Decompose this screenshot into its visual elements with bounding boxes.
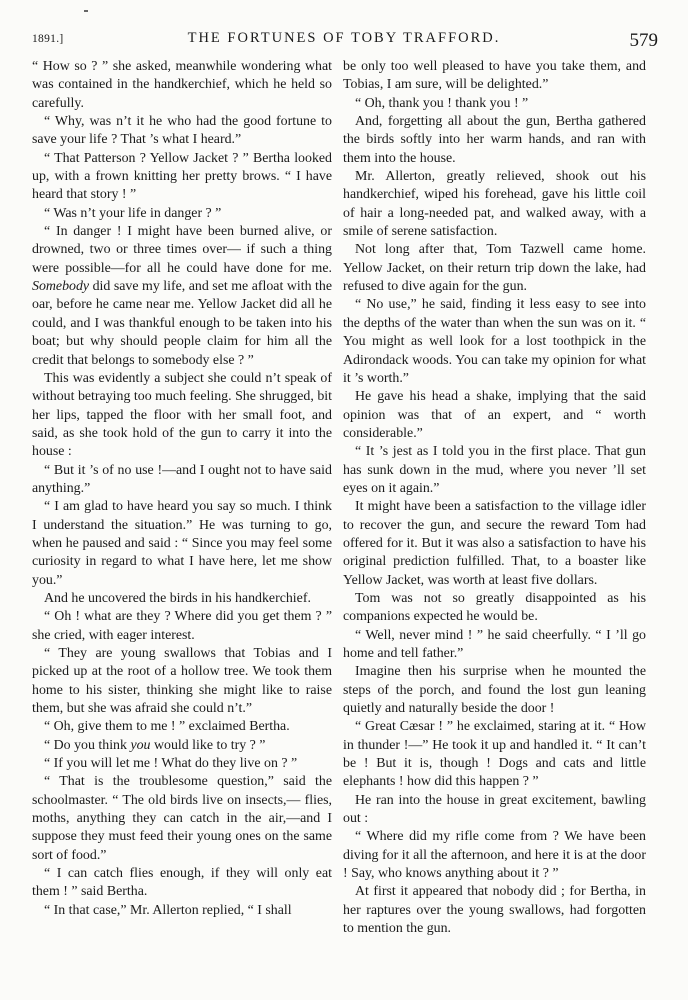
paragraph: And, forgetting all about the gun, Bertha gathered the birds softly into her warm hands, and ran with them into the house.: [343, 114, 646, 166]
paragraph: Mr. Allerton, greatly relieved, shook out his handkerchief, wiped his forehead, gave his little coil of hair a long-needed pat, and walked away, with a smile of serene satisfaction.: [343, 169, 646, 240]
paragraph: “ It ’s jest as I told you in the first place. That gun has sunk down in the mud, where you never ’ll set eyes on it again.”: [343, 444, 646, 496]
paragraph: Imagine then his surprise when he mounted the steps of the porch, and found the lost gun leaning quietly and naturally beside the door !: [343, 664, 646, 717]
left-column: [32, 58, 332, 920]
paragraph: “ Was n’t your life in danger ? ”: [44, 205, 222, 221]
paragraph: “ Why, was n’t it he who had the good fortune to save your life ? That ’s what I heard.”: [32, 114, 332, 148]
paragraph: Not long after that, Tom Tazwell came home. Yellow Jacket, on their return trip down the lake, had refused to dive again for the gun.: [343, 242, 646, 295]
paragraph: “ I can catch flies enough, if they will only eat them ! ” said Bertha.: [32, 866, 332, 900]
paragraph: Tom was not so greatly disappointed as his companions expected he would be.: [343, 590, 646, 625]
paragraph: “ They are young swallows that Tobias and I picked up at the root of a hollow tree. We took them home to his sister, thinking she might like to raise them, but she was afraid she could n’t.”: [32, 646, 332, 717]
ink-mark: [84, 10, 88, 12]
paragraph: “ How so ? ” she asked, meanwhile wondering what was contained in the handkerchief, which he held so carefully.: [32, 59, 332, 111]
header-date: 1891.]: [32, 33, 64, 45]
paragraph: And he uncovered the birds in his handkerchief.: [44, 590, 311, 606]
paragraph: “ Where did my rifle come from ? We have been diving for it all the afternoon, and here it is at the door ! Say, who knows anything about it ? ”: [343, 829, 646, 882]
paragraph: be only too well pleased to have you take them, and Tobias, I am sure, will be delighted.”: [343, 59, 646, 93]
page-number: 579: [629, 30, 658, 51]
paragraph: “ That is the troublesome question,” said the schoolmaster. “ The old birds live on insects,— flies, moths, anything they can catch in the air,—and I suppose they must feed their young ones on the same sort of food.”: [32, 774, 332, 863]
paragraph: “ In that case,” Mr. Allerton replied, “ I shall: [44, 902, 292, 918]
paragraph: “ Do you think you would like to try ? ”: [44, 737, 266, 753]
paragraph: This was evidently a subject she could n’t speak of without betraying too much feeling. She shrugged, bit her lips, tapped the floor with her small foot, and said, as she took hold of the gun to carry it into the house :: [32, 370, 332, 460]
paragraph: It might have been a satisfaction to the village idler to recover the gun, and secure the reward Tom had offered for it. But it was also a satisfaction to have his original prediction fulfilled. That, to a boaster like Yellow Jacket, was worth at least five dollars.: [343, 499, 646, 588]
paragraph: “ Oh, give them to me ! ” exclaimed Bertha.: [44, 719, 290, 735]
paragraph: “ In danger ! I might have been burned alive, or drowned, two or three times over— if such a thing were possible—for all he could have done for me. Somebody did save my life, and set me afloat with the oar, before he came near me. Yellow Jacket did all he could, and I was thankful enough to be taken into his boat; but why should people claim for him all the credit that belongs to somebody else ? ”: [32, 224, 332, 368]
paragraph: He ran into the house in great excitement, bawling out :: [343, 792, 646, 827]
paragraph: “ That Patterson ? Yellow Jacket ? ” Bertha looked up, with a frown knitting her pretty brows. “ I have heard that story ! ”: [32, 150, 332, 203]
paragraph: At first it appeared that nobody did ; for Bertha, in her raptures over the young swallows, had forgotten to mention the gun.: [343, 884, 646, 937]
right-column: [343, 58, 646, 939]
paragraph: “ If you will let me ! What do they live on ? ”: [44, 756, 298, 772]
running-title: THE FORTUNES OF TOBY TRAFFORD.: [187, 30, 501, 46]
paragraph: “ Well, never mind ! ” he said cheerfully. “ I ’ll go home and tell father.”: [343, 627, 646, 661]
paragraph: He gave his head a shake, implying that the said opinion was that of an expert, and “ worth considerable.”: [343, 389, 646, 441]
paragraph: “ Oh ! what are they ? Where did you get them ? ” she cried, with eager interest.: [32, 609, 332, 643]
paragraph: “ But it ’s of no use !—and I ought not to have said anything.”: [32, 462, 332, 496]
paragraph: “ Great Cæsar ! ” he exclaimed, staring at it. “ How in thunder !—” He took it up and handled it. “ It can’t be ! But it is, though ! Dogs and cats and little elephants ! how did this happen ? ”: [343, 719, 646, 790]
paragraph: “ Oh, thank you ! thank you ! ”: [355, 95, 529, 111]
paragraph: “ I am glad to have heard you say so much. I think I understand the situation.” He was turning to go, when he paused and said : “ Since you may feel some curiosity in regard to what I have here, let me show you.”: [32, 499, 332, 588]
paragraph: “ No use,” he said, finding it less easy to see into the depths of the water than when the sun was on it. “ You might as well look for a lost toothpick in the Adirondack woods. You can take my opinion for what it ’s worth.”: [343, 297, 646, 386]
